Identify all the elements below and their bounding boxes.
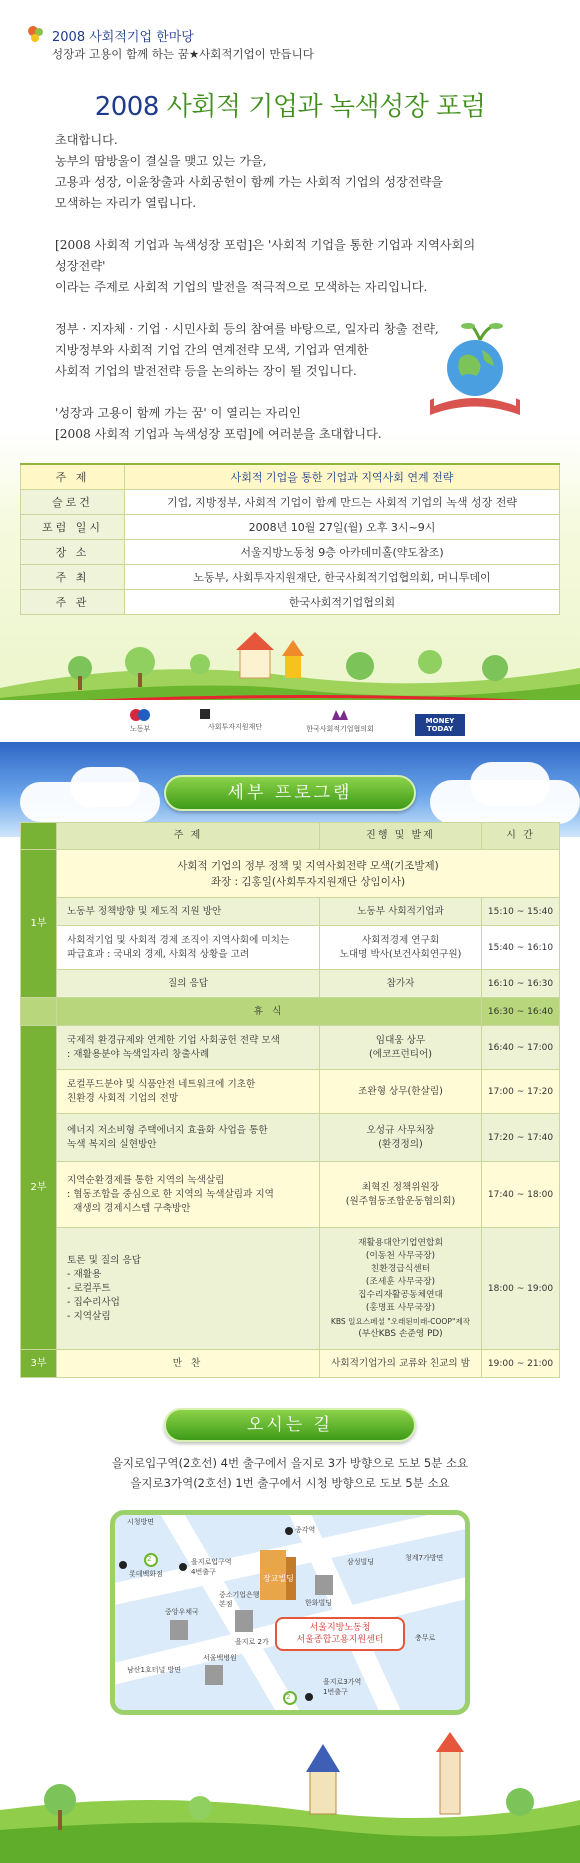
map-label: 1번출구	[323, 1688, 348, 1696]
foundation-logo-icon	[200, 708, 270, 720]
speaker-line: 임대웅 상무	[375, 1034, 426, 1046]
keynote-title: 사회적 기업의 정부 정책 및 지역사회전략 모색(기조발제)	[177, 859, 439, 872]
info-row	[21, 564, 560, 589]
header	[0, 0, 580, 70]
map-label: 을지로입구역	[191, 1558, 232, 1566]
table-row	[21, 1162, 560, 1228]
route-line-1: 을지로입구역(2호선) 4번 출구에서 을지로 3가 방향으로 도보 5분 소요	[111, 1456, 469, 1470]
keynote-chair: 좌장 : 김홍일(사회투자지원재단 상임이사)	[210, 875, 406, 888]
speaker-cell: 사회적기업가의 교류와 친교의 밤	[320, 1350, 482, 1378]
speaker-line: (원주협동조합운동협의회)	[345, 1195, 456, 1207]
ground-illustration	[0, 1730, 580, 1863]
brand-title: 2008 사회적기업 한마당	[52, 30, 194, 45]
program-header-row	[21, 823, 560, 850]
sponsor-logo-foundation	[195, 708, 275, 732]
topic-line: 녹색 복지의 실현방안	[67, 1138, 157, 1150]
topic-cell	[57, 926, 320, 970]
intro-paragraph-2: [2008 사회적 기업과 녹색성장 포럼]은 '사회적 기업을 통한 기업과 지역사회의 성장전략' 이라는 주제로 사회적 기업의 발전을 적극적으로 모색하는 자리입니다.	[55, 238, 476, 294]
time-cell: 17:20 ~ 17:40	[482, 1114, 560, 1162]
map-label: 충무로	[415, 1634, 436, 1642]
keynote-cell	[57, 850, 560, 898]
time-cell: 17:00 ~ 17:20	[482, 1070, 560, 1114]
route-line-2: 을지로3가역(2호선) 1번 출구에서 시청 방향으로 도보 5분 소요	[130, 1476, 450, 1490]
table-row	[21, 898, 560, 926]
speaker-cell	[320, 1228, 482, 1350]
break-label: 휴 식	[57, 998, 482, 1026]
table-row	[21, 1228, 560, 1350]
topic-line: 지역순환경제를 통한 지역의 녹색살림	[67, 1174, 225, 1186]
sponsor-name: 한국사회적기업협의회	[306, 725, 374, 733]
speaker-line: (이동천 사무국장)	[365, 1250, 436, 1261]
speaker-cell: 노동부 사회적기업과	[320, 898, 482, 926]
topic-line: 토론 및 질의 응답	[67, 1254, 142, 1266]
speaker-line: 재활용대안기업연합회	[358, 1237, 443, 1248]
destination-line: 서울종합고용지원센터	[296, 1635, 384, 1645]
sponsor-logo-moneytoday	[415, 708, 465, 736]
info-key: 포럼 일시	[21, 514, 125, 539]
time-cell: 17:40 ~ 18:00	[482, 1162, 560, 1228]
topic-cell	[57, 1026, 320, 1070]
topic-line: 파급효과 : 국내외 경제, 사회적 상황을 고려	[67, 948, 250, 960]
map-label: 중앙우체국	[165, 1608, 199, 1616]
program-table	[20, 822, 560, 1378]
part-label: 1부	[21, 850, 57, 998]
table-row	[21, 850, 560, 898]
topic-line: 재생의 경제시스템 구축방안	[67, 1202, 191, 1214]
speaker-line: (환경정의)	[378, 1138, 423, 1150]
info-value: 2008년 10월 27일(월) 오후 3시~9시	[125, 514, 560, 539]
topic-line: : 재활용분야 녹색일자리 창출사례	[67, 1048, 210, 1060]
brand-subtitle: 성장과 고용이 함께 하는 꿈★사회적기업이 만듭니다	[52, 47, 314, 61]
topic-line: 로컬푸드분야 및 식품안전 네트워크에 기초한	[67, 1078, 256, 1090]
sponsor-name: 노동부	[129, 725, 151, 733]
time-cell: 15:40 ~ 16:10	[482, 926, 560, 970]
cloud-decoration	[470, 762, 550, 806]
table-row	[21, 970, 560, 998]
speaker-cell	[320, 1114, 482, 1162]
speaker-cell: 조완형 상무(한살림)	[320, 1070, 482, 1114]
topic-line: 사회적기업 및 사회적 경제 조직이 지역사회에 미치는	[67, 934, 290, 946]
title-year: 2008	[94, 92, 159, 122]
speaker-cell	[320, 1162, 482, 1228]
sponsor-name: 사회투자지원재단	[207, 723, 263, 731]
info-row	[21, 464, 560, 489]
table-row	[21, 1114, 560, 1162]
speaker-line: 집수리자활공동체연대	[358, 1289, 443, 1300]
info-key: 슬로건	[21, 489, 125, 514]
map-label: 서울백병원	[203, 1654, 237, 1662]
info-row	[21, 539, 560, 564]
info-value: 한국사회적기업협의회	[125, 589, 560, 614]
brand-logo-icon	[26, 24, 46, 44]
location-map	[110, 1510, 470, 1715]
break-row	[21, 998, 560, 1026]
info-key: 주 관	[21, 589, 125, 614]
sponsor-logos	[0, 700, 580, 742]
part-label: 2부	[21, 1026, 57, 1350]
village-illustration	[0, 618, 580, 710]
speaker-line: 사회적경제 연구회	[361, 934, 440, 946]
speaker-line: KBS 일요스페셜 "오래된미래-COOP"제작	[330, 1316, 471, 1326]
topic-line: - 로컬푸트	[67, 1282, 111, 1294]
title-main: 사회적 기업과 녹색성장 포럼	[166, 92, 486, 122]
time-cell: 18:00 ~ 19:00	[482, 1228, 560, 1350]
speaker-cell: 참가자	[320, 970, 482, 998]
info-value: 기업, 지방정부, 사회적 기업이 함께 만드는 사회적 기업의 녹색 성장 전략	[125, 489, 560, 514]
topic-line: 국제적 환경규제와 연계한 기업 사회공헌 전략 모색	[67, 1034, 280, 1046]
speaker-line: (조세훈 사무국장)	[365, 1276, 436, 1287]
map-label: 을지로 2가	[235, 1638, 269, 1646]
cloud-decoration	[70, 767, 140, 807]
speaker-line: (에코프런티어)	[368, 1048, 433, 1060]
speaker-line: 오성규 사무처장	[366, 1124, 435, 1136]
speaker-line: 노대명 박사(보건사회연구원)	[339, 948, 462, 960]
speaker-cell	[320, 1026, 482, 1070]
intro-paragraph-1: 초대합니다. 농부의 땀방울이 결실을 맺고 있는 가을, 고용과 성장, 이윤창출과 사회공헌이 함께 가는 사회적 기업의 성장전략을 모색하는 자리가 열립니다.	[55, 133, 444, 210]
directions-heading: 오시는 길	[164, 1408, 416, 1442]
map-label: 중소기업은행	[219, 1591, 260, 1599]
map-label: 장교빌딩	[263, 1574, 294, 1583]
topic-line: : 협동조합을 중심으로 한 지역의 녹색살림과 지역	[67, 1188, 274, 1200]
info-row	[21, 489, 560, 514]
col-topic: 주 제	[57, 823, 320, 850]
table-row	[21, 1070, 560, 1114]
page-title	[0, 86, 580, 123]
time-cell: 19:00 ~ 21:00	[482, 1350, 560, 1378]
speaker-line: (홍명표 사무국장)	[365, 1302, 436, 1313]
info-key: 장 소	[21, 539, 125, 564]
event-info-table	[20, 463, 560, 615]
part-label	[21, 998, 57, 1026]
map-label: 2	[286, 1693, 291, 1701]
topic-cell: 노동부 정책방향 및 제도적 지원 방안	[57, 898, 320, 926]
map-label: 본점	[219, 1600, 233, 1608]
map-label: 한화빌딩	[305, 1599, 333, 1607]
map-label: 4번출구	[191, 1568, 216, 1576]
intro-paragraph-3: 정부 · 지자체 · 기업 · 시민사회 등의 참여를 바탕으로, 일자리 창출 전략, 지방정부와 사회적 기업 간의 연계전략 모색, 기업과 연계한 사회적 기업의 발전전략 등을 논의하는 장이 될 것입니다.	[55, 322, 439, 378]
table-row	[21, 926, 560, 970]
time-cell: 15:10 ~ 15:40	[482, 898, 560, 926]
sponsor-logo-council	[300, 708, 380, 734]
time-cell: 16:40 ~ 17:00	[482, 1026, 560, 1070]
topic-cell: 만 찬	[57, 1350, 320, 1378]
topic-cell	[57, 1114, 320, 1162]
destination-line: 서울지방노동청	[309, 1623, 371, 1633]
topic-cell: 질의 응답	[57, 970, 320, 998]
info-value: 서울지방노동청 9층 아카데미홀(약도참조)	[125, 539, 560, 564]
speaker-line: (부산KBS 손준영 PD)	[358, 1328, 443, 1339]
speaker-line: 최혁진 정책위원장	[361, 1181, 440, 1193]
speaker-line: 친환경급식센터	[370, 1263, 431, 1274]
info-value: 노동부, 사회투자지원재단, 한국사회적기업협의회, 머니투데이	[125, 564, 560, 589]
table-row	[21, 1350, 560, 1378]
map-label: 남산1호터널 방면	[127, 1666, 182, 1674]
info-row	[21, 514, 560, 539]
map-label: 을지로3가역	[323, 1678, 362, 1686]
intro-paragraph-4: '성장과 고용이 함께 가는 꿈' 이 열리는 자리인 [2008 사회적 기업과 녹색성장 포럼]에 여러분을 초대합니다.	[55, 406, 382, 441]
globe-book-icon	[420, 320, 530, 435]
part-label: 3부	[21, 1350, 57, 1378]
topic-line: - 지역살림	[67, 1310, 111, 1322]
info-key: 주 최	[21, 564, 125, 589]
program-heading: 세부 프로그램	[164, 775, 416, 811]
info-value: 사회적 기업을 통한 기업과 지역사회 연계 전략	[125, 464, 560, 489]
sponsor-logo-labor	[120, 708, 160, 734]
topic-line: - 재활용	[67, 1268, 102, 1280]
topic-cell	[57, 1070, 320, 1114]
topic-line: 친환경 사회적 기업의 전망	[67, 1092, 179, 1104]
map-label: 삼성빌딩	[347, 1558, 375, 1566]
map-label: 롯데백화점	[129, 1570, 163, 1578]
topic-line: - 집수리사업	[67, 1296, 120, 1308]
topic-line: 에너지 저소비형 주택에너지 효율화 사업을 통한	[67, 1124, 268, 1136]
topic-cell	[57, 1228, 320, 1350]
map-label: 청계7가방면	[405, 1554, 444, 1562]
destination-callout	[275, 1617, 405, 1651]
table-row	[21, 1026, 560, 1070]
sponsor-name: MONEY TODAY	[415, 714, 465, 736]
col-time: 시 간	[482, 823, 560, 850]
topic-cell	[57, 1162, 320, 1228]
map-label: 종각역	[295, 1526, 316, 1534]
speaker-cell	[320, 926, 482, 970]
time-cell: 16:30 ~ 16:40	[482, 998, 560, 1026]
time-cell: 16:10 ~ 16:30	[482, 970, 560, 998]
col-speaker: 진행 및 발제	[320, 823, 482, 850]
info-row	[21, 589, 560, 614]
info-key: 주 제	[21, 464, 125, 489]
ministry-emblem-icon	[129, 708, 151, 722]
council-logo-icon	[330, 708, 350, 722]
map-label: 2	[147, 1555, 152, 1563]
part-header	[21, 823, 57, 850]
map-label: 시청방면	[127, 1518, 155, 1526]
